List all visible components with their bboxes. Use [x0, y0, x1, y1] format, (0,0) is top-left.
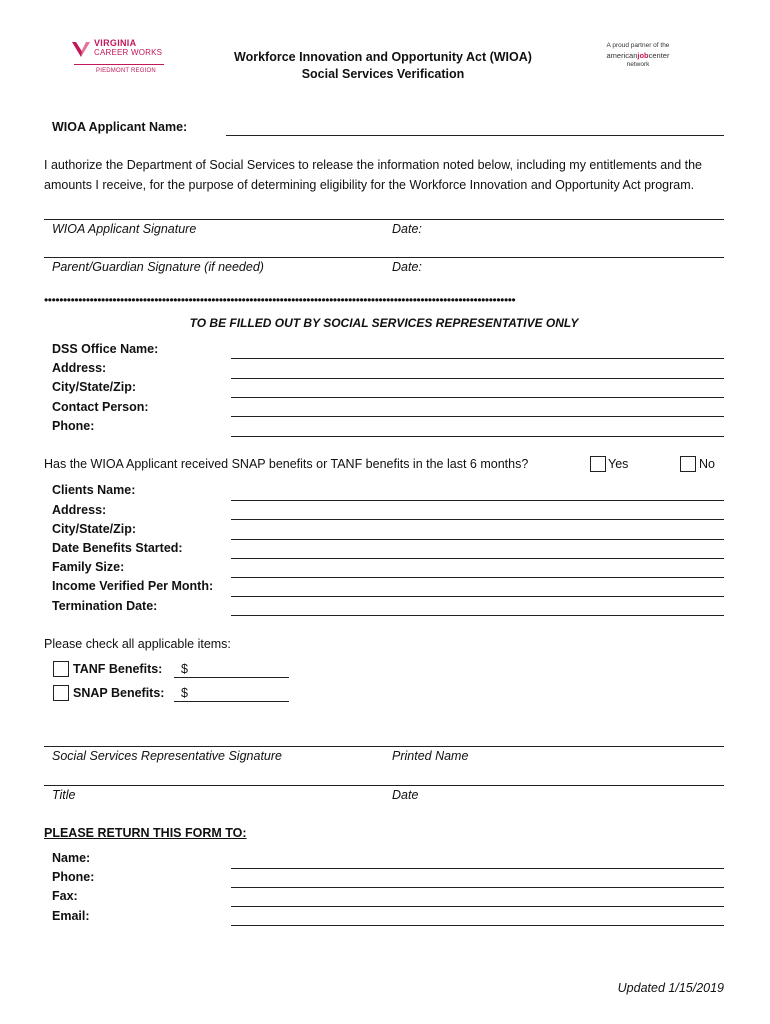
logo-divider	[74, 64, 164, 65]
logo-mark-icon	[70, 40, 92, 60]
date-benefits-started-field[interactable]	[231, 558, 724, 559]
ajc-center: center	[648, 51, 670, 60]
rep-title-field[interactable]	[44, 785, 724, 786]
partner-text: A proud partner of the	[606, 42, 670, 49]
logo-line-2: CAREER WORKS	[94, 48, 163, 57]
return-fax-label: Fax:	[52, 889, 78, 903]
virginia-career-works-logo	[70, 36, 170, 80]
applicable-items-prompt: Please check all applicable items:	[44, 637, 231, 651]
ajc-job: job	[637, 51, 649, 60]
client-address-field[interactable]	[231, 519, 724, 520]
applicant-signature-label: WIOA Applicant Signature	[52, 222, 197, 236]
tanf-amount-field[interactable]	[174, 677, 289, 678]
return-phone-field[interactable]	[231, 887, 724, 888]
tanf-currency-symbol: $	[181, 662, 188, 676]
guardian-signature-label: Parent/Guardian Signature (if needed)	[52, 260, 264, 274]
printed-name-label: Printed Name	[392, 749, 469, 763]
client-name-field[interactable]	[231, 500, 724, 501]
dss-office-name-field[interactable]	[231, 358, 724, 359]
guardian-date-label: Date:	[392, 260, 422, 274]
no-label: No	[699, 457, 715, 471]
rep-section-heading: TO BE FILLED OUT BY SOCIAL SERVICES REPRESENTATIVE ONLY	[189, 316, 579, 330]
dss-contact-person-label: Contact Person:	[52, 400, 149, 414]
return-fax-field[interactable]	[231, 906, 724, 907]
rep-signature-label: Social Services Representative Signature	[52, 749, 282, 763]
applicant-signature-field[interactable]	[44, 219, 724, 220]
return-email-label: Email:	[52, 909, 90, 923]
dss-phone-field[interactable]	[231, 436, 724, 437]
return-phone-label: Phone:	[52, 870, 95, 884]
logo-line-1: VIRGINIA	[94, 38, 137, 48]
dss-contact-person-field[interactable]	[231, 416, 724, 417]
client-city-state-zip-field[interactable]	[231, 539, 724, 540]
tanf-checkbox[interactable]	[53, 661, 69, 677]
american-job-center-logo	[598, 42, 678, 86]
snap-currency-symbol: $	[181, 686, 188, 700]
dss-phone-label: Phone:	[52, 419, 95, 433]
ajc-network: network	[626, 61, 650, 68]
family-size-label: Family Size:	[52, 560, 125, 574]
no-checkbox[interactable]	[680, 456, 696, 472]
snap-benefits-label: SNAP Benefits:	[73, 686, 165, 700]
tanf-benefits-label: TANF Benefits:	[73, 662, 163, 676]
income-verified-label: Income Verified Per Month:	[52, 579, 214, 593]
return-name-field[interactable]	[231, 868, 724, 869]
applicant-date-label: Date:	[392, 222, 422, 236]
termination-date-field[interactable]	[231, 615, 724, 616]
dss-address-field[interactable]	[231, 378, 724, 379]
title-label: Title	[52, 788, 76, 802]
guardian-signature-field[interactable]	[44, 257, 724, 258]
form-subtitle: Social Services Verification	[301, 67, 465, 81]
client-name-label: Clients Name:	[52, 483, 136, 497]
client-city-state-zip-label: City/State/Zip:	[52, 522, 137, 536]
updated-date: Updated 1/15/2019	[617, 981, 724, 995]
yes-checkbox[interactable]	[590, 456, 606, 472]
snap-amount-field[interactable]	[174, 701, 289, 702]
return-name-label: Name:	[52, 851, 91, 865]
benefits-question: Has the WIOA Applicant received SNAP benefits or TANF benefits in the last 6 months?	[44, 457, 529, 471]
dss-city-state-zip-label: City/State/Zip:	[52, 380, 137, 394]
dotted-separator: ••••••••••••••••••••••••••••••••••••••••••••••••••••••••••••••••••••••••••••••••••••••••••••••••••••••••••••••••••••••••••••	[44, 296, 516, 304]
ajc-wordmark	[598, 51, 678, 60]
ajc-american: american	[606, 51, 638, 60]
termination-date-label: Termination Date:	[52, 599, 158, 613]
family-size-field[interactable]	[231, 577, 724, 578]
rep-signature-field[interactable]	[44, 746, 724, 747]
client-address-label: Address:	[52, 503, 107, 517]
form-title: Workforce Innovation and Opportunity Act (WIOA)	[234, 50, 532, 64]
rep-date-label: Date	[392, 788, 419, 802]
authorization-text: I authorize the Department of Social Services to release the information noted below, including my entitlements and the amounts I receive, for the purpose of determining eligibility for the Workforce Innovation and Opportunity Act program.	[44, 158, 703, 192]
dss-address-label: Address:	[52, 361, 107, 375]
applicant-name-label: WIOA Applicant Name:	[52, 120, 188, 134]
logo-line-3: PIEDMONT REGION	[96, 68, 156, 74]
date-benefits-started-label: Date Benefits Started:	[52, 541, 183, 555]
dss-office-name-label: DSS Office Name:	[52, 342, 159, 356]
dss-city-state-zip-field[interactable]	[231, 397, 724, 398]
yes-label: Yes	[608, 457, 629, 471]
applicant-name-field[interactable]	[226, 135, 724, 136]
return-email-field[interactable]	[231, 925, 724, 926]
income-verified-field[interactable]	[231, 596, 724, 597]
return-heading: PLEASE RETURN THIS FORM TO:	[44, 826, 247, 840]
snap-checkbox[interactable]	[53, 685, 69, 701]
